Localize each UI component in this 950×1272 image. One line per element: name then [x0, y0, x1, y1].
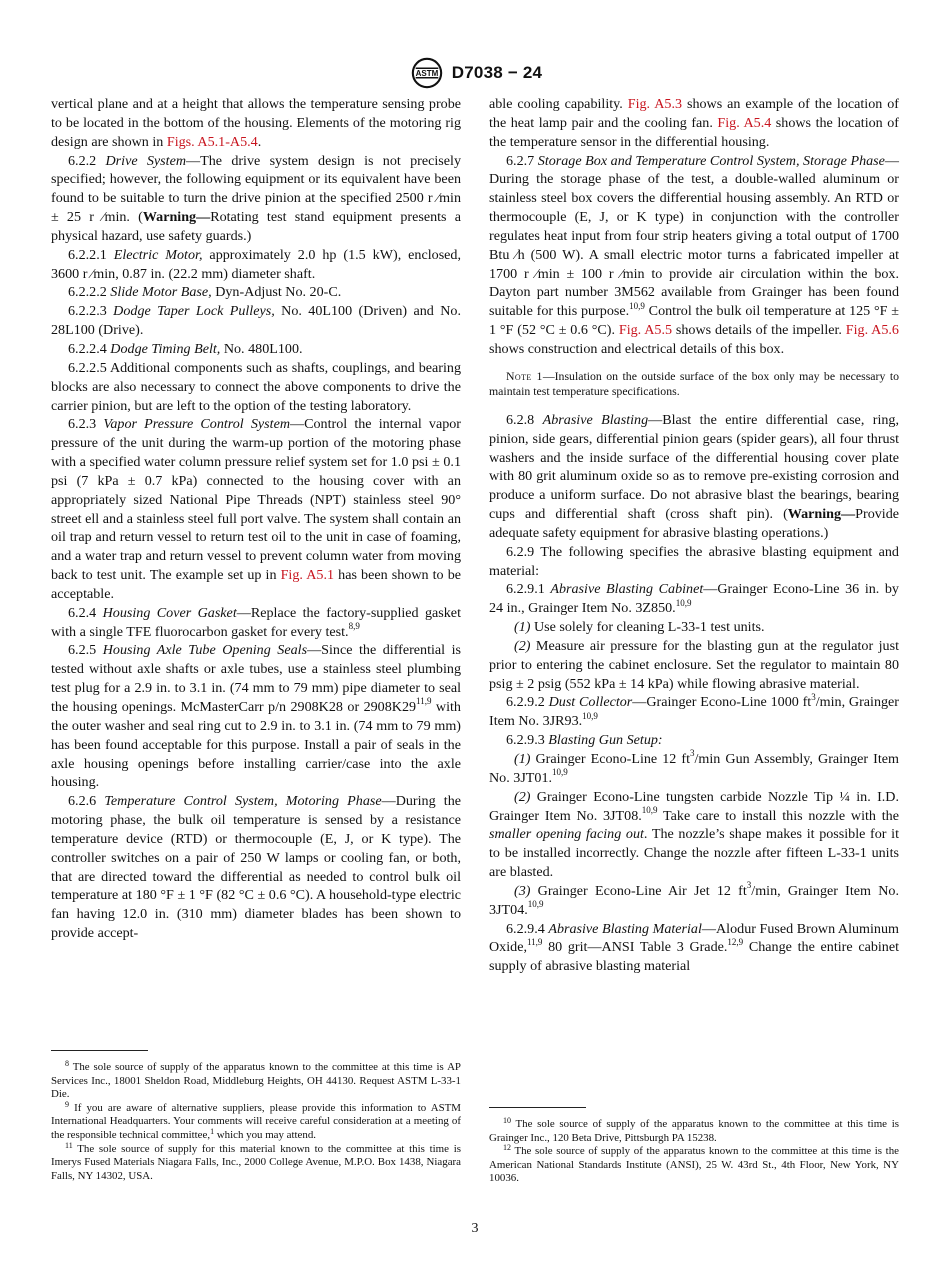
footnote-ref: 10,9	[629, 300, 645, 311]
section-6-2-8: 6.2.8 Abrasive Blasting—Blast the entire differential case, ring, pinion, side gears, differential pinion gears (spider gears), all four thrust washers and the inside surface of the differential housing cover plate with 80 grit aluminum oxide so as to remove pre-existing corrosion and produce a uniform surface. Do not abrasive blast the bearings, bearing cups and differential shaft (cross shaft pin). (Warning—Provide adequate safety equipment for abrasive blasting operations.)	[489, 411, 899, 541]
paragraph: vertical plane and at a height that allows the temperature sensing probe to be located in the bottom of the housing. Elements of the motoring rig design are shown in Figs. A5.1-A5.4.	[51, 96, 461, 150]
figure-link[interactable]: Figs. A5.1-A5.4	[166, 133, 258, 150]
footnote-8: $^8$ The sole source of supply of the apparatus known to the committee at this time is AP Services Inc., 18001 Sheldon Road, Middleburg Heights, OH 44130. Request ASTM L-33-1 Die.	[51, 1059, 461, 1101]
figure-link[interactable]: Fig. A5.4	[717, 114, 772, 131]
section-6-2-2-2: 6.2.2.2 Slide Motor Base, Dyn-Adjust No. 20-C.	[68, 284, 342, 301]
section-6-2-9-4: 6.2.9.4 Abrasive Blasting Material—Alodur Fused Brown Aluminum Oxide,$^{11,9}$ 80 grit—ANSI Table 3 Grade.$^{12,9}$ Change the entire cabinet supply of abrasive blasting material	[489, 920, 900, 975]
footnote-divider	[51, 1050, 148, 1051]
section-6-2-4: 6.2.4 Housing Cover Gasket—Replace the factory-supplied gasket with a single TFE fluorocarbon gasket for every test.$^{8,9}$	[51, 604, 461, 640]
page-number: 3	[471, 1221, 479, 1236]
footnote-ref: 11,9	[526, 936, 543, 947]
svg-text:ASTM: ASTM	[415, 68, 439, 78]
section-6-2-2-4: 6.2.2.4 Dodge Timing Belt, No. 480L100.	[68, 340, 303, 357]
footnote-ref: 10,9	[641, 804, 658, 815]
section-6-2-2-3: 6.2.2.3 Dodge Taper Lock Pulleys, No. 40L100 (Driven) and No. 28L100 (Drive).	[51, 303, 461, 339]
footnote-ref: 11,9	[416, 696, 432, 707]
note-1: Note 1—Insulation on the outside surface of the box only may be necessary to maintain test temperature specifications.	[489, 368, 899, 398]
figure-link[interactable]: Fig. A5.5	[618, 322, 673, 339]
footnote-ref: 10,9	[675, 597, 692, 608]
section-6-2-2-5: 6.2.2.5 Additional components such as shafts, couplings, and bearing blocks are also necessary to connect the above components to drive the carrier pinion, but are left to the option of the testing laboratory.	[51, 359, 461, 414]
list-item: (2) Grainger Econo-Line tungsten carbide Nozzle Tip ¼ in. I.D. Grainger Item No. 3JT08.$^{10,9}$ Take care to install this nozzle with the smaller opening facing out. The nozzle’s shape makes it possible for it to be installed incorrectly. Change the nozzle after fifteen L-33-1 units are blasted.	[489, 788, 899, 881]
page-header	[0, 56, 950, 90]
footnote-divider	[489, 1107, 586, 1108]
figure-link[interactable]: Fig. A5.3	[627, 96, 683, 112]
footnote-ref: 10,9	[552, 767, 568, 778]
footnotes-left	[51, 1061, 461, 1183]
footnote-11: $^{11}$ The sole source of supply for this material known to the committee at this time is Imerys Fused Materials Niagara Falls, Inc., 2000 College Avenue, M.P.O. Box 1438, Niagara Falls, NY 14302, USA.	[51, 1140, 461, 1182]
list-item: (3) Grainger Econo-Line Air Jet 12 $ft^3/\min$, Grainger Item No. 3JT04.$^{10,9}$	[489, 880, 899, 918]
section-6-2-7: 6.2.7 Storage Box and Temperature Control System, Storage Phase—During the storage phase of the test, a double-walled aluminum or stainless steel box covers the differential housing assembly. An RTD or thermocouple (E, J, or K type) in conjunction with the controller regulates heat input from four strip heaters giving a total output of 1700 Btu ⁄h (500 W). A small electric motor turns a fabricated impeller at 1700 r ⁄min ± 100 r ⁄min to provide air circulation within the box. Dayton part number 3M562 available from Grainger has been found suitable for this purpose.$^{10,9}$ Control the bulk oil temperature at 125 °F ± 1 °F (52 °C ± 0.6 °C). Fig. A5.5 shows details of the impeller. Fig. A5.6 shows construction and electrical details of this box.	[489, 152, 899, 357]
footnote-ref: 12,9	[727, 936, 744, 947]
section-6-2-5: 6.2.5 Housing Axle Tube Opening Seals—Since the differential is tested without axle shafts or axle tubes, use a stainless steel plumbing test plug for a 2.9 in. to 3.1 in. (74 mm to 79 mm) pipe diameter to seal the housing openings. McMasterCarr p/n 2908K28 or 2908K29$^{11,9}$ with the outer washer and seal ring cut to 2.9 in. to 3.1 in. (74 mm to 79 mm) has been found acceptable for this purpose. Install a pair of seals in the axle housing openings before installing carrier/case into the axle housing.	[51, 642, 461, 791]
list-item: (1) Grainger Econo-Line 12 $ft^3/\min$ Gun Assembly, Grainger Item No. 3JT01.$^{10,9}$	[489, 748, 899, 786]
left-column	[51, 95, 461, 943]
paragraph: able cooling capability. Fig. A5.3 shows an example of the location of the heat lamp pair and the cooling fan. Fig. A5.4 shows the location of the temperature sensor in the differential housing.	[489, 96, 899, 150]
section-6-2-2: 6.2.2 Drive System—The drive system design is not precisely specified; however, the following equipment or its equivalent have been found to be suitable to turn the drive pinion at the specified 2500 r ⁄min ± 25 r ⁄min. (Warning—Rotating test stand equipment presents a physical hazard, use safety guards.)	[51, 152, 461, 244]
section-6-2-9-2: 6.2.9.2 Dust Collector—Grainger Econo-Line 1000 $ft^3/\min$, Grainger Item No. 3JR93.$^{10,9}$	[489, 691, 899, 730]
footnotes-right	[489, 1118, 899, 1186]
footnote-10: $^{10}$ The sole source of supply of the apparatus known to the committee at this time is Grainger Inc., 120 Beta Drive, Pittsburgh PA 15238.	[489, 1116, 899, 1144]
section-6-2-9: 6.2.9 The following specifies the abrasive blasting equipment and material:	[489, 543, 899, 579]
footnote-ref: 8,9	[348, 620, 360, 631]
figure-link[interactable]: Fig. A5.1	[280, 567, 335, 584]
list-item: (1) Use solely for cleaning L-33-1 test units.	[514, 619, 765, 636]
astm-logo-icon	[408, 56, 446, 90]
section-6-2-9-3: 6.2.9.3 Blasting Gun Setup:	[506, 732, 663, 749]
section-6-2-9-1: 6.2.9.1 Abrasive Blasting Cabinet—Grainger Econo-Line 36 in. by 24 in., Grainger Item No. 3Z850.$^{10,9}$	[489, 581, 899, 617]
section-6-2-6: 6.2.6 Temperature Control System, Motoring Phase—During the motoring phase, the bulk oil temperature is sensed by a resistance temperature device (RTD) or thermocouple (E, J, or K type). The controller switches on a pair of 250 W lamps or cooling fan, or both, that are directed toward the differential as needed to control bulk oil temperature at 180 °F ± 1 °F (82 °C ± 0.6 °C). A household-type electric fan having 12.0 in. (310 mm) diameter blades has been shown to provide accept-	[51, 793, 461, 942]
section-6-2-2-1: 6.2.2.1 Electric Motor, approximately 2.0 hp (1.5 kW), enclosed, 3600 r ⁄min, 0.87 in. (22.2 mm) diameter shaft.	[51, 246, 462, 282]
section-6-2-3: 6.2.3 Vapor Pressure Control System—Control the internal vapor pressure of the unit during the warm-up portion of the motoring phase with a specified water column pressure relief system set for 1.0 psi ± 0.1 psi (7 kPa ± 0.7 kPa) connected to the housing cover with an appropriately sized National Pipe Threads (NPT) stainless steel 90° street ell and a stainless steel full port valve. The system shall contain an oil trap and return vessel to return test oil to the unit in case of foaming, and a water trap and return vessel to prevent column water from moving back to test unit. The example set up in Fig. A5.1 has been shown to be acceptable.	[51, 416, 462, 602]
footnote-9: $^9$ If you are aware of alternative suppliers, please provide this information to ASTM International Headquarters. Your comments will receive careful consideration at a meeting of the responsible technical committee,$^1$ which you may attend.	[51, 1099, 461, 1141]
footnote-12: $^{12}$ The sole source of supply of the apparatus known to the committee at this time is the American National Standards Institute (ANSI), 25 W. 43rd St., 4th Floor, New York, NY 10036.	[489, 1143, 899, 1185]
footnote-ref: 10,9	[527, 899, 544, 910]
footnote-ref: 10,9	[582, 710, 598, 721]
figure-link[interactable]: Fig. A5.6	[845, 322, 899, 339]
document-designation: D7038 − 24	[451, 63, 543, 82]
list-item: (2) Measure air pressure for the blasting gun at the regulator just prior to entering the cabinet enclosure. Set the regulator to maintain 80 psig ± 2 psig (552 kPa ± 14 kPa) while flowing abrasive material.	[489, 637, 899, 692]
right-column	[489, 95, 899, 976]
